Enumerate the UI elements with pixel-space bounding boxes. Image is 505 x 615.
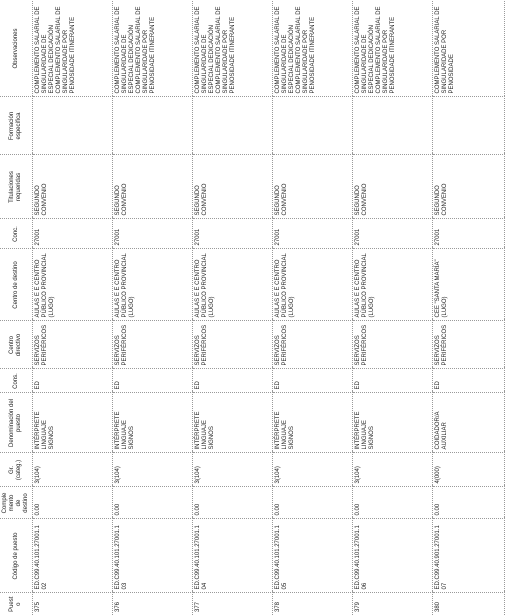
- cell-formacion: [353, 97, 433, 155]
- cell-complemento: 0.00: [433, 487, 505, 519]
- cell-puesto: 378: [273, 593, 353, 615]
- cell-titulaciones: SEGUNDO CONVENIO: [33, 155, 113, 219]
- cell-complemento: 0.00: [273, 487, 353, 519]
- header-conc: Conc.: [0, 219, 33, 249]
- cell-conc: 27001: [113, 219, 193, 249]
- cell-complemento: 0.00: [353, 487, 433, 519]
- cell-grupo: 3(104): [193, 453, 273, 487]
- cell-complemento: 0.00: [193, 487, 273, 519]
- table-row: [113, 0, 193, 615]
- table-row: [433, 0, 505, 615]
- header-observaciones: Observaciones: [0, 0, 33, 97]
- cell-complemento: 0.00: [113, 487, 193, 519]
- cell-denominacion: INTÉRPRETE LINGUAJE SIGNOS: [33, 393, 113, 453]
- cell-puesto: 380: [433, 593, 505, 615]
- cell-formacion: [273, 97, 353, 155]
- cell-centro-directivo: SERVIZOS PERIFÉRICOS: [33, 321, 113, 369]
- cell-grupo: 3(104): [353, 453, 433, 487]
- header-cons: Cons.: [0, 369, 33, 393]
- cell-centro-destino: AULAS E E CENTRO PÚBLICO PROVINCIAL (LUGO): [113, 249, 193, 321]
- cell-centro-directivo: SERVIZOS PERIFÉRICOS: [193, 321, 273, 369]
- cell-cons: ED: [273, 369, 353, 393]
- cell-denominacion: INTÉRPRETE LINGUAJE SIGNOS: [273, 393, 353, 453]
- cell-grupo: 3(104): [33, 453, 113, 487]
- cell-formacion: [193, 97, 273, 155]
- cell-conc: 27001: [193, 219, 273, 249]
- cell-puesto: 376: [113, 593, 193, 615]
- header-complemento: Complemento de destino: [0, 487, 33, 519]
- cell-puesto: 375: [33, 593, 113, 615]
- header-codigo: Código de puesto: [0, 519, 33, 593]
- table-header-row: [0, 0, 33, 615]
- cell-codigo: ED.C99.40.901.27001.107: [433, 519, 505, 593]
- cell-cons: ED: [33, 369, 113, 393]
- cell-observaciones: COMPLEMENTO SALARIAL DE SINGULARIDADE DE ESPECIAL DEDICACIÓN COMPLEMENTO SALARIAL DE SINGULARIDADE POR PENOSIDADE ITINERANTE: [193, 0, 273, 97]
- cell-conc: 27001: [353, 219, 433, 249]
- cell-denominacion: INTÉRPRETE LINGUAJE SIGNOS: [193, 393, 273, 453]
- cell-centro-destino: AULAS E E CENTRO PÚBLICO PROVINCIAL (LUGO): [33, 249, 113, 321]
- cell-grupo: 4(000): [433, 453, 505, 487]
- cell-conc: 27001: [33, 219, 113, 249]
- cell-observaciones: COMPLEMENTO SALARIAL DE SINGULARIDADE POR PENOSIDADE: [433, 0, 505, 97]
- cell-centro-directivo: SERVIZOS PERIFÉRICOS: [273, 321, 353, 369]
- cell-formacion: [433, 97, 505, 155]
- cell-conc: 27001: [433, 219, 505, 249]
- cell-codigo: ED.C99.40.101.27001.103: [113, 519, 193, 593]
- cell-cons: ED: [353, 369, 433, 393]
- cell-centro-destino: AULAS E E CENTRO PÚBLICO PROVINCIAL (LUGO): [353, 249, 433, 321]
- cell-codigo: ED.C99.40.101.27001.104: [193, 519, 273, 593]
- table-row: [353, 0, 433, 615]
- header-centro-destino: Centro de destino: [0, 249, 33, 321]
- header-centro-directivo: Centro directivo: [0, 321, 33, 369]
- cell-titulaciones: SEGUNDO CONVENIO: [193, 155, 273, 219]
- header-titulaciones: Titulaciones requeridas: [0, 155, 33, 219]
- cell-observaciones: COMPLEMENTO SALARIAL DE SINGULARIDADE DE ESPECIAL DEDICACIÓN COMPLEMENTO SALARIAL DE SINGULARIDADE POR PENOSIDADE ITINERANTE: [33, 0, 113, 97]
- cell-titulaciones: SEGUNDO CONVENIO: [433, 155, 505, 219]
- cell-cons: ED: [113, 369, 193, 393]
- cell-complemento: 0.00: [33, 487, 113, 519]
- cell-centro-directivo: SERVIZOS PERIFÉRICOS: [113, 321, 193, 369]
- table-row: [273, 0, 353, 615]
- header-formacion: Formación específica: [0, 97, 33, 155]
- cell-titulaciones: SEGUNDO CONVENIO: [113, 155, 193, 219]
- header-denominacion: Denominación del puesto: [0, 393, 33, 453]
- cell-observaciones: COMPLEMENTO SALARIAL DE SINGULARIDADE DE ESPECIAL DEDICACIÓN COMPLEMENTO SALARIAL DE SINGULARIDADE POR PENOSIDADE ITINERANTE: [353, 0, 433, 97]
- cell-conc: 27001: [273, 219, 353, 249]
- cell-codigo: ED.C99.40.101.27001.106: [353, 519, 433, 593]
- cell-observaciones: COMPLEMENTO SALARIAL DE SINGULARIDADE DE ESPECIAL DEDICACIÓN COMPLEMENTO SALARIAL DE SINGULARIDADE POR PENOSIDADE ITINERANTE: [113, 0, 193, 97]
- cell-centro-destino: CEE "SANTA MARÍA" (LUGO): [433, 249, 505, 321]
- header-grupo: Gr. (categ.): [0, 453, 33, 487]
- cell-centro-destino: AULAS E E CENTRO PÚBLICO PROVINCIAL (LUGO): [273, 249, 353, 321]
- cell-centro-directivo: SERVIZOS PERIFÉRICOS: [353, 321, 433, 369]
- cell-cons: ED: [193, 369, 273, 393]
- cell-titulaciones: SEGUNDO CONVENIO: [353, 155, 433, 219]
- table-row: [33, 0, 113, 615]
- cell-grupo: 3(104): [113, 453, 193, 487]
- cell-denominacion: INTÉRPRETE LINGUAJE SIGNOS: [353, 393, 433, 453]
- cell-centro-directivo: SERVIZOS PERIFÉRICOS: [433, 321, 505, 369]
- table-row: [193, 0, 273, 615]
- cell-cons: ED: [433, 369, 505, 393]
- cell-denominacion: INTÉRPRETE LINGUAJE SIGNOS: [113, 393, 193, 453]
- cell-grupo: 3(104): [273, 453, 353, 487]
- cell-observaciones: COMPLEMENTO SALARIAL DE SINGULARIDADE DE ESPECIAL DEDICACIÓN COMPLEMENTO SALARIAL DE SINGULARIDADE POR PENOSIDADE ITINERANTE: [273, 0, 353, 97]
- cell-codigo: ED.C99.40.101.27001.105: [273, 519, 353, 593]
- cell-formacion: [33, 97, 113, 155]
- cell-puesto: 377: [193, 593, 273, 615]
- cell-codigo: ED.C99.40.101.27001.102: [33, 519, 113, 593]
- cell-centro-destino: AULAS E E CENTRO PÚBLICO PROVINCIAL (LUGO): [193, 249, 273, 321]
- cell-puesto: 379: [353, 593, 433, 615]
- cell-titulaciones: SEGUNDO CONVENIO: [273, 155, 353, 219]
- cell-formacion: [113, 97, 193, 155]
- header-puesto: Puesto: [0, 593, 33, 615]
- cell-denominacion: COIDADOR/A AUXILIAR: [433, 393, 505, 453]
